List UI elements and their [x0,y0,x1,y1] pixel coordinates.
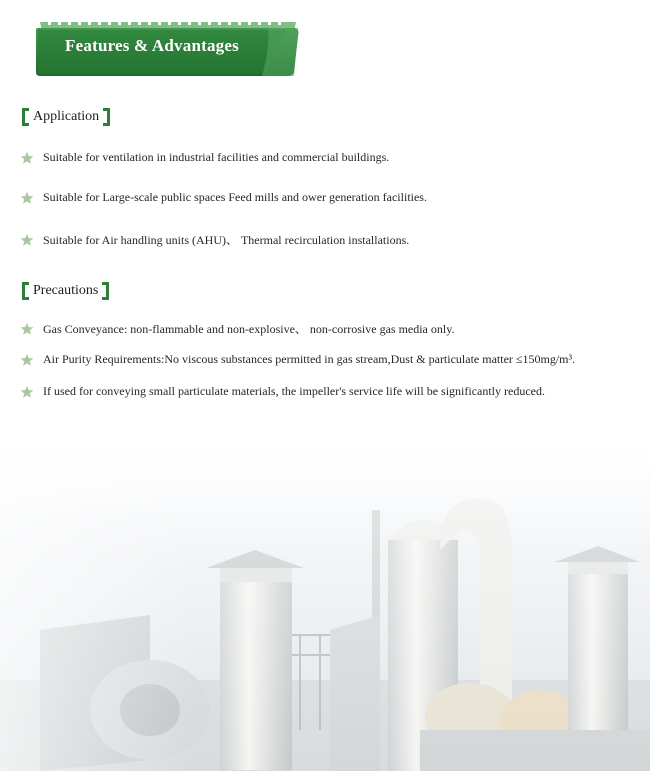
features-banner [36,18,300,76]
bracket-left-icon [22,282,29,300]
list-item [20,352,575,367]
section-title-precautions: Precautions [33,283,99,298]
list-item [20,320,454,337]
list-item-text: Suitable for ventilation in industrial facilities and commercial buildings. [43,150,390,164]
section-title-application: Application [33,109,100,124]
star-icon [20,322,34,336]
list-item [20,190,427,205]
list-item-text: Air Purity Requirements:No viscous substances permitted in gas stream,Dust & particulate matter ≤150mg/m³. [43,352,576,366]
industrial-equipment-illustration [0,430,650,771]
star-icon [20,233,34,247]
star-icon [20,385,34,399]
star-icon [20,353,34,367]
star-icon [20,191,34,205]
list-item-text: If used for conveying small particulate materials, the impeller's service life will be significantly reduced. [43,384,545,398]
section-header-precautions [22,280,109,302]
section-header-application [22,106,110,128]
list-item-text: Suitable for Air handling units (AHU)、 Thermal recirculation installations. [43,233,410,247]
star-icon [20,151,34,165]
list-item-text: Gas Conveyance: non-flammable and non-explosive、 non-corrosive gas media only. [43,322,455,336]
bracket-right-icon [103,108,110,126]
list-item [20,384,545,399]
list-item-text: Suitable for Large-scale public spaces Feed mills and ower generation facilities. [43,190,427,204]
bracket-right-icon [102,282,109,300]
banner-title: Features & Advantages [65,36,239,55]
list-item [20,231,409,248]
list-item [20,150,389,165]
bracket-left-icon [22,108,29,126]
